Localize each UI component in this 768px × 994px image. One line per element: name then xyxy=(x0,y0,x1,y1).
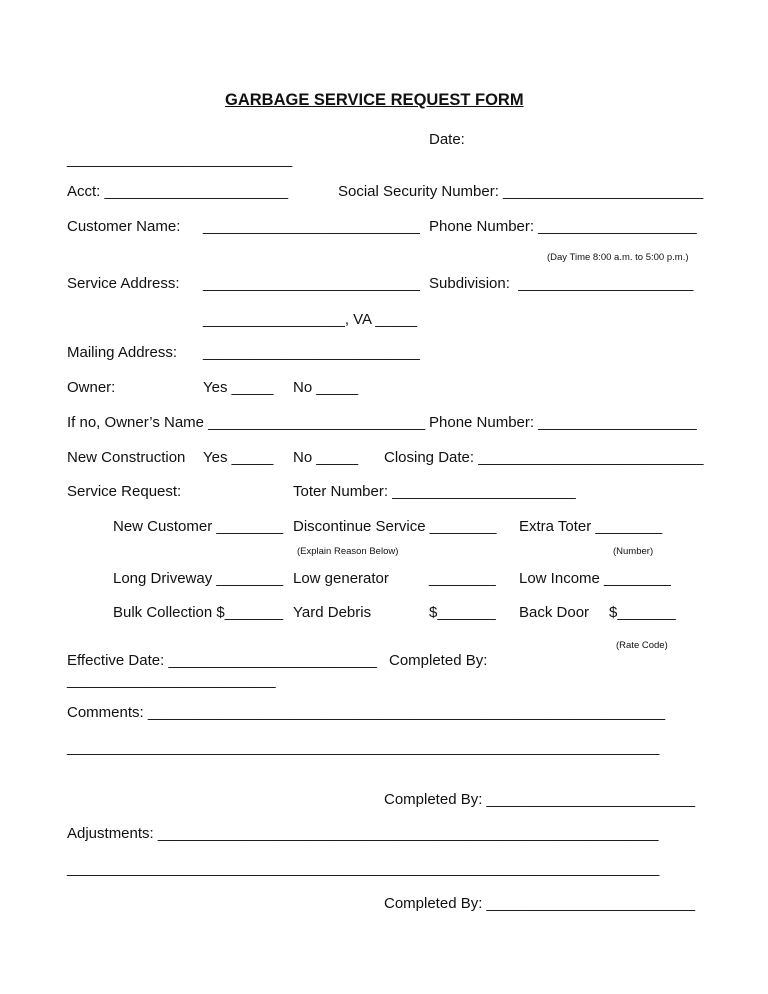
adjustments-completed-by-field[interactable]: Completed By: _________________________ xyxy=(384,895,696,912)
date-label: Date: xyxy=(429,131,465,148)
owner-phone-number-field[interactable]: Phone Number: ___________________ xyxy=(429,414,697,431)
customer-name-field[interactable]: __________________________ xyxy=(203,218,420,235)
discontinue-service-field[interactable]: Discontinue Service ________ xyxy=(293,518,497,535)
ssn-field[interactable]: Social Security Number: ________________________ xyxy=(338,183,704,200)
adjustments-field[interactable]: Adjustments: ____________________________________________________________ xyxy=(67,825,659,842)
effective-date-field[interactable]: Effective Date: _________________________ xyxy=(67,652,377,669)
yard-debris-field[interactable]: $_______ xyxy=(429,604,496,621)
back-door-field[interactable]: $_______ xyxy=(609,604,676,621)
phone-number-field[interactable]: Phone Number: ___________________ xyxy=(429,218,697,235)
yard-debris-label: Yard Debris xyxy=(293,604,372,621)
closing-date-field[interactable]: Closing Date: ___________________________ xyxy=(384,449,704,466)
completed-by-label: Completed By: xyxy=(389,652,488,669)
low-income-field[interactable]: Low Income ________ xyxy=(519,570,671,587)
comments-completed-by-field[interactable]: Completed By: _________________________ xyxy=(384,791,696,808)
long-driveway-field[interactable]: Long Driveway ________ xyxy=(113,570,284,587)
mailing-address-field[interactable]: __________________________ xyxy=(203,344,420,361)
owners-name-field[interactable]: If no, Owner’s Name __________________________ xyxy=(67,414,426,431)
form-title: GARBAGE SERVICE REQUEST FORM xyxy=(225,91,524,109)
low-generator-label: Low generator xyxy=(293,570,389,587)
new-customer-field[interactable]: New Customer ________ xyxy=(113,518,284,535)
completed-by-field[interactable]: _________________________ xyxy=(67,672,276,689)
adjustments-line-2[interactable]: _______________________________________________________________________ xyxy=(67,860,660,877)
new-construction-no-field[interactable]: No _____ xyxy=(293,449,359,466)
owner-no-field[interactable]: No _____ xyxy=(293,379,359,396)
day-time-note: (Day Time 8:00 a.m. to 5:00 p.m.) xyxy=(547,252,689,263)
rate-code-note: (Rate Code) xyxy=(616,640,668,651)
acct-field[interactable]: Acct: ______________________ xyxy=(67,183,289,200)
bulk-collection-field[interactable]: Bulk Collection $_______ xyxy=(113,604,284,621)
new-construction-label: New Construction xyxy=(67,449,186,466)
new-construction-yes-field[interactable]: Yes _____ xyxy=(203,449,274,466)
explain-reason-note: (Explain Reason Below) xyxy=(297,546,399,557)
back-door-label: Back Door xyxy=(519,604,590,621)
subdivision-field[interactable]: Subdivision: _____________________ xyxy=(429,275,694,292)
number-note: (Number) xyxy=(613,546,654,557)
low-generator-field[interactable]: ________ xyxy=(429,570,496,587)
city-state-field[interactable]: _________________, VA _____ xyxy=(203,311,418,328)
owner-label: Owner: xyxy=(67,379,116,396)
toter-number-field[interactable]: Toter Number: ______________________ xyxy=(293,483,576,500)
date-field[interactable]: ___________________________ xyxy=(67,151,293,168)
mailing-address-label: Mailing Address: xyxy=(67,344,178,361)
customer-name-label: Customer Name: xyxy=(67,218,181,235)
comments-line-2[interactable]: _______________________________________________________________________ xyxy=(67,739,660,756)
service-request-label: Service Request: xyxy=(67,483,182,500)
service-address-field[interactable]: __________________________ xyxy=(203,275,420,292)
extra-toter-field[interactable]: Extra Toter ________ xyxy=(519,518,663,535)
owner-yes-field[interactable]: Yes _____ xyxy=(203,379,274,396)
service-address-label: Service Address: xyxy=(67,275,180,292)
comments-field[interactable]: Comments: ______________________________________________________________ xyxy=(67,704,666,721)
